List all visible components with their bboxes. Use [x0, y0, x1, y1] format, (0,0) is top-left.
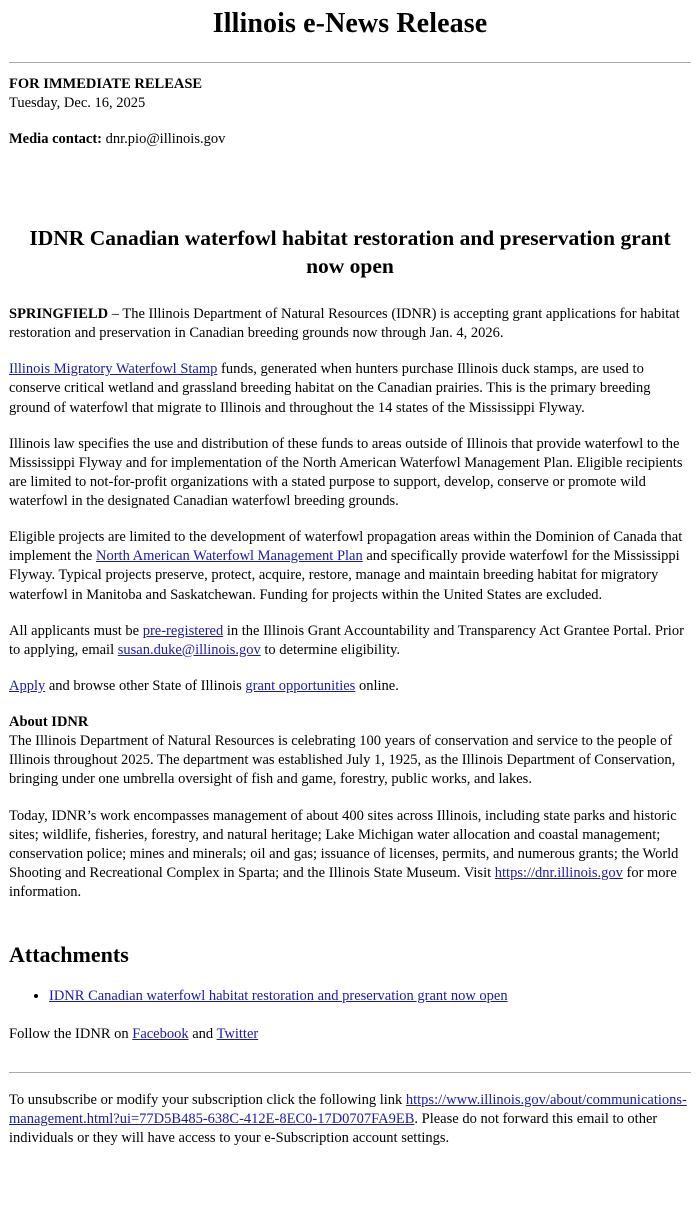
- follow-text-before: Follow the IDNR on: [9, 1025, 133, 1042]
- media-contact: [9, 130, 691, 149]
- footer-spacer: [9, 1044, 691, 1072]
- unsubscribe-text-after: . Please do not forward this email to other individuals or they will have access to your e-Subscription account settings.: [9, 1111, 658, 1147]
- article-headline: IDNR Canadian waterfowl habitat restoration and preservation grant now open: [29, 226, 671, 279]
- follow-paragraph: [9, 1025, 691, 1044]
- susan-duke-email-link[interactable]: susan.duke@illinois.gov: [117, 641, 261, 658]
- page-title: Illinois e-News Release: [212, 8, 488, 39]
- apply-text-after: online.: [355, 677, 399, 694]
- lead-paragraph-text: – The Illinois Department of Natural Resources (IDNR) is accepting grant applications for habitat restoration and preservation in Canadian breeding grounds now through Jan. 4, 2026.: [9, 306, 680, 342]
- dateline-city: SPRINGFIELD: [9, 306, 109, 323]
- attachments-heading: Attachments: [9, 942, 129, 968]
- bottom-spacer: [9, 1149, 691, 1167]
- unsubscribe-link[interactable]: https://www.illinois.gov/about/communications-management.html?ui=77D5B485-638C-412E-8EC0-17D0707FA9EB: [9, 1091, 687, 1128]
- idnr-today-paragraph: [9, 807, 691, 903]
- twitter-link[interactable]: Twitter: [216, 1025, 259, 1042]
- footer-divider: [9, 1072, 691, 1073]
- header-divider: [9, 62, 691, 63]
- stamp-funds-text: funds, generated when hunters purchase Illinois duck stamps, are used to conserve critical wetland and grassland breeding habitat on the Canadian prairies. This is the primary breeding ground of waterfowl that migrate to Illinois and throughout the 14 states of the Mississippi Flyway.: [9, 361, 651, 416]
- apply-link[interactable]: Apply: [9, 677, 46, 694]
- applicants-text-before: All applicants must be: [9, 622, 143, 639]
- eligible-projects-text-after: and specifically provide waterfowl for the Mississippi Flyway. Typical projects preserve, protect, acquire, restore, manage and maintain breeding habitat for migratory waterfowl in Manitoba and Saskatchewan. Funding for projects within the United States are excluded.: [9, 548, 680, 603]
- apply-text-middle: and browse other State of Illinois: [45, 677, 246, 694]
- media-contact-label: Media contact:: [9, 131, 103, 148]
- follow-text-middle: and: [188, 1025, 217, 1042]
- unsubscribe-paragraph: [9, 1091, 691, 1149]
- stamp-funds-paragraph: [9, 360, 691, 417]
- applicants-text-middle: in the Illinois Grant Accountability and Transparency Act Grantee Portal. Prior to applying, email: [9, 622, 684, 658]
- about-idnr-heading: About IDNR: [9, 714, 89, 731]
- eligible-projects-paragraph: [9, 528, 691, 605]
- facebook-link[interactable]: Facebook: [132, 1025, 189, 1042]
- release-label: FOR IMMEDIATE RELEASE: [9, 75, 203, 92]
- idnr-today-text-before: Today, IDNR’s work encompasses management of about 400 sites across Illinois, including state parks and historic sites; wildlife, fisheries, forestry, and natural heritage; Lake Michigan water allocation and coastal management; conservation police; mines and minerals; oil and gas; issuance of licenses, permits, and numerous grants; the World Shooting and Recreational Complex in Sparta; and the Illinois State Museum. Visit: [9, 807, 679, 881]
- media-contact-email: dnr.pio@illinois.gov: [105, 131, 226, 148]
- unsubscribe-text-before: To unsubscribe or modify your subscription click the following link: [9, 1091, 406, 1108]
- illinois-law-paragraph: Illinois law specifies the use and distribution of these funds to areas outside of Illinois that provide waterfowl to the Mississippi Flyway and for implementation of the North American Waterfowl Management Plan. Eligible recipients are limited to not-for-profit organizations with a stated purpose to support, develop, conserve or promote wild waterfowl in the designated Canadian waterfowl breeding grounds.: [9, 435, 683, 510]
- eligible-projects-text-before: Eligible projects are limited to the development of waterfowl propagation areas within the Dominion of Canada that implement the: [9, 529, 683, 565]
- about-idnr-paragraph: The Illinois Department of Natural Resources is celebrating 100 years of conservation and service to the people of Illinois throughout 2025. The department was established July 1, 1925, as the Illinois Department of Conservation, bringing under one umbrella oversight of fish and game, forestry, public works, and lakes.: [9, 733, 676, 788]
- attachment-link[interactable]: IDNR Canadian waterfowl habitat restoration and preservation grant now open: [49, 987, 508, 1004]
- applicants-paragraph: [9, 622, 691, 660]
- release-date: Tuesday, Dec. 16, 2025: [9, 94, 146, 111]
- grant-opportunities-link[interactable]: grant opportunities: [245, 677, 356, 694]
- applicants-text-after: to determine eligibility.: [260, 641, 400, 658]
- illinois-migratory-waterfowl-stamp-link[interactable]: Illinois Migratory Waterfowl Stamp: [9, 361, 218, 378]
- attachments-list: [9, 987, 691, 1006]
- apply-paragraph: [9, 677, 691, 696]
- dnr-illinois-gov-link[interactable]: https://dnr.illinois.gov: [494, 864, 623, 881]
- pre-registered-link[interactable]: pre-registered: [142, 622, 224, 639]
- email-footer: [0, 1091, 700, 1167]
- idnr-today-text-after: for more information.: [9, 864, 677, 901]
- list-item: [49, 987, 691, 1006]
- north-american-waterfowl-management-plan-link[interactable]: North American Waterfowl Management Plan: [95, 548, 363, 565]
- email-body: [0, 75, 700, 1072]
- lead-paragraph: [9, 305, 691, 343]
